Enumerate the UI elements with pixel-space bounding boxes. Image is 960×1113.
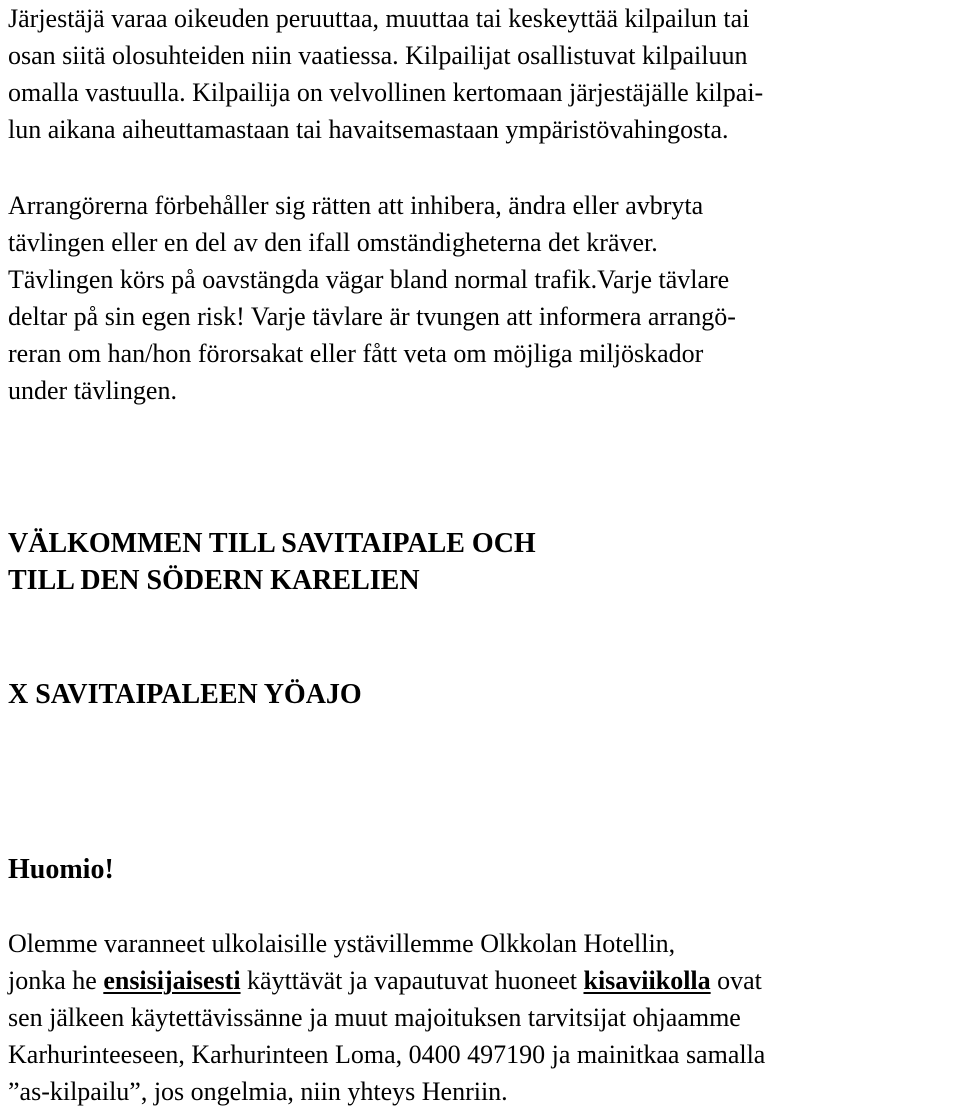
welcome-heading	[8, 525, 536, 599]
paragraph-line: Tävlingen körs på oavstängda vägar bland normal trafik.Varje tävlare	[8, 265, 730, 294]
paragraph-line: Karhurinteeseen, Karhurinteen Loma, 0400 497190 ja mainitkaa samalla	[8, 1040, 766, 1069]
paragraph-line	[8, 962, 765, 999]
paragraph-line: Arrangörerna förbehåller sig rätten att inhibera, ändra eller avbryta	[8, 191, 704, 220]
event-title-heading: X SAVITAIPALEEN YÖAJO	[8, 679, 362, 710]
paragraph-line: Järjestäjä varaa oikeuden peruuttaa, muuttaa tai keskeyttää kilpailun tai	[8, 4, 750, 33]
heading-line: TILL DEN SÖDERN KARELIEN	[8, 565, 420, 596]
paragraph-line: Olemme varanneet ulkolaisille ystävillemme Olkkolan Hotellin,	[8, 929, 676, 958]
accommodation-paragraph	[8, 925, 765, 1110]
text-segment: käyttävät ja vapautuvat huoneet	[240, 966, 584, 995]
heading-line: VÄLKOMMEN TILL SAVITAIPALE OCH	[8, 528, 536, 559]
paragraph-line: sen jälkeen käytettävissänne ja muut majoituksen tarvitsijat ohjaamme	[8, 1003, 741, 1032]
swedish-rules-paragraph	[8, 187, 736, 409]
paragraph-line: reran om han/hon förorsakat eller fått veta om möjliga miljöskador	[8, 339, 704, 368]
emphasis-race-week: kisaviikolla	[583, 966, 711, 995]
paragraph-line: ”as-kilpailu”, jos ongelmia, niin yhteys Henriin.	[8, 1077, 508, 1106]
paragraph-line: tävlingen eller en del av den ifall omständigheterna det kräver.	[8, 228, 658, 257]
notice-heading: Huomio!	[8, 854, 114, 885]
paragraph-line: under tävlingen.	[8, 376, 177, 405]
paragraph-line: osan siitä olosuhteiden niin vaatiessa. Kilpailijat osallistuvat kilpailuun	[8, 41, 748, 70]
paragraph-line: deltar på sin egen risk! Varje tävlare är tvungen att informera arrangö-	[8, 302, 736, 331]
text-segment: ovat	[710, 966, 762, 995]
paragraph-line: lun aikana aiheuttamastaan tai havaitsemastaan ympäristövahingosta.	[8, 115, 729, 144]
emphasis-primarily: ensisijaisesti	[103, 966, 241, 995]
text-segment: jonka he	[8, 966, 104, 995]
finnish-rules-paragraph	[8, 0, 763, 148]
paragraph-line: omalla vastuulla. Kilpailija on velvollinen kertomaan järjestäjälle kilpai-	[8, 78, 764, 107]
